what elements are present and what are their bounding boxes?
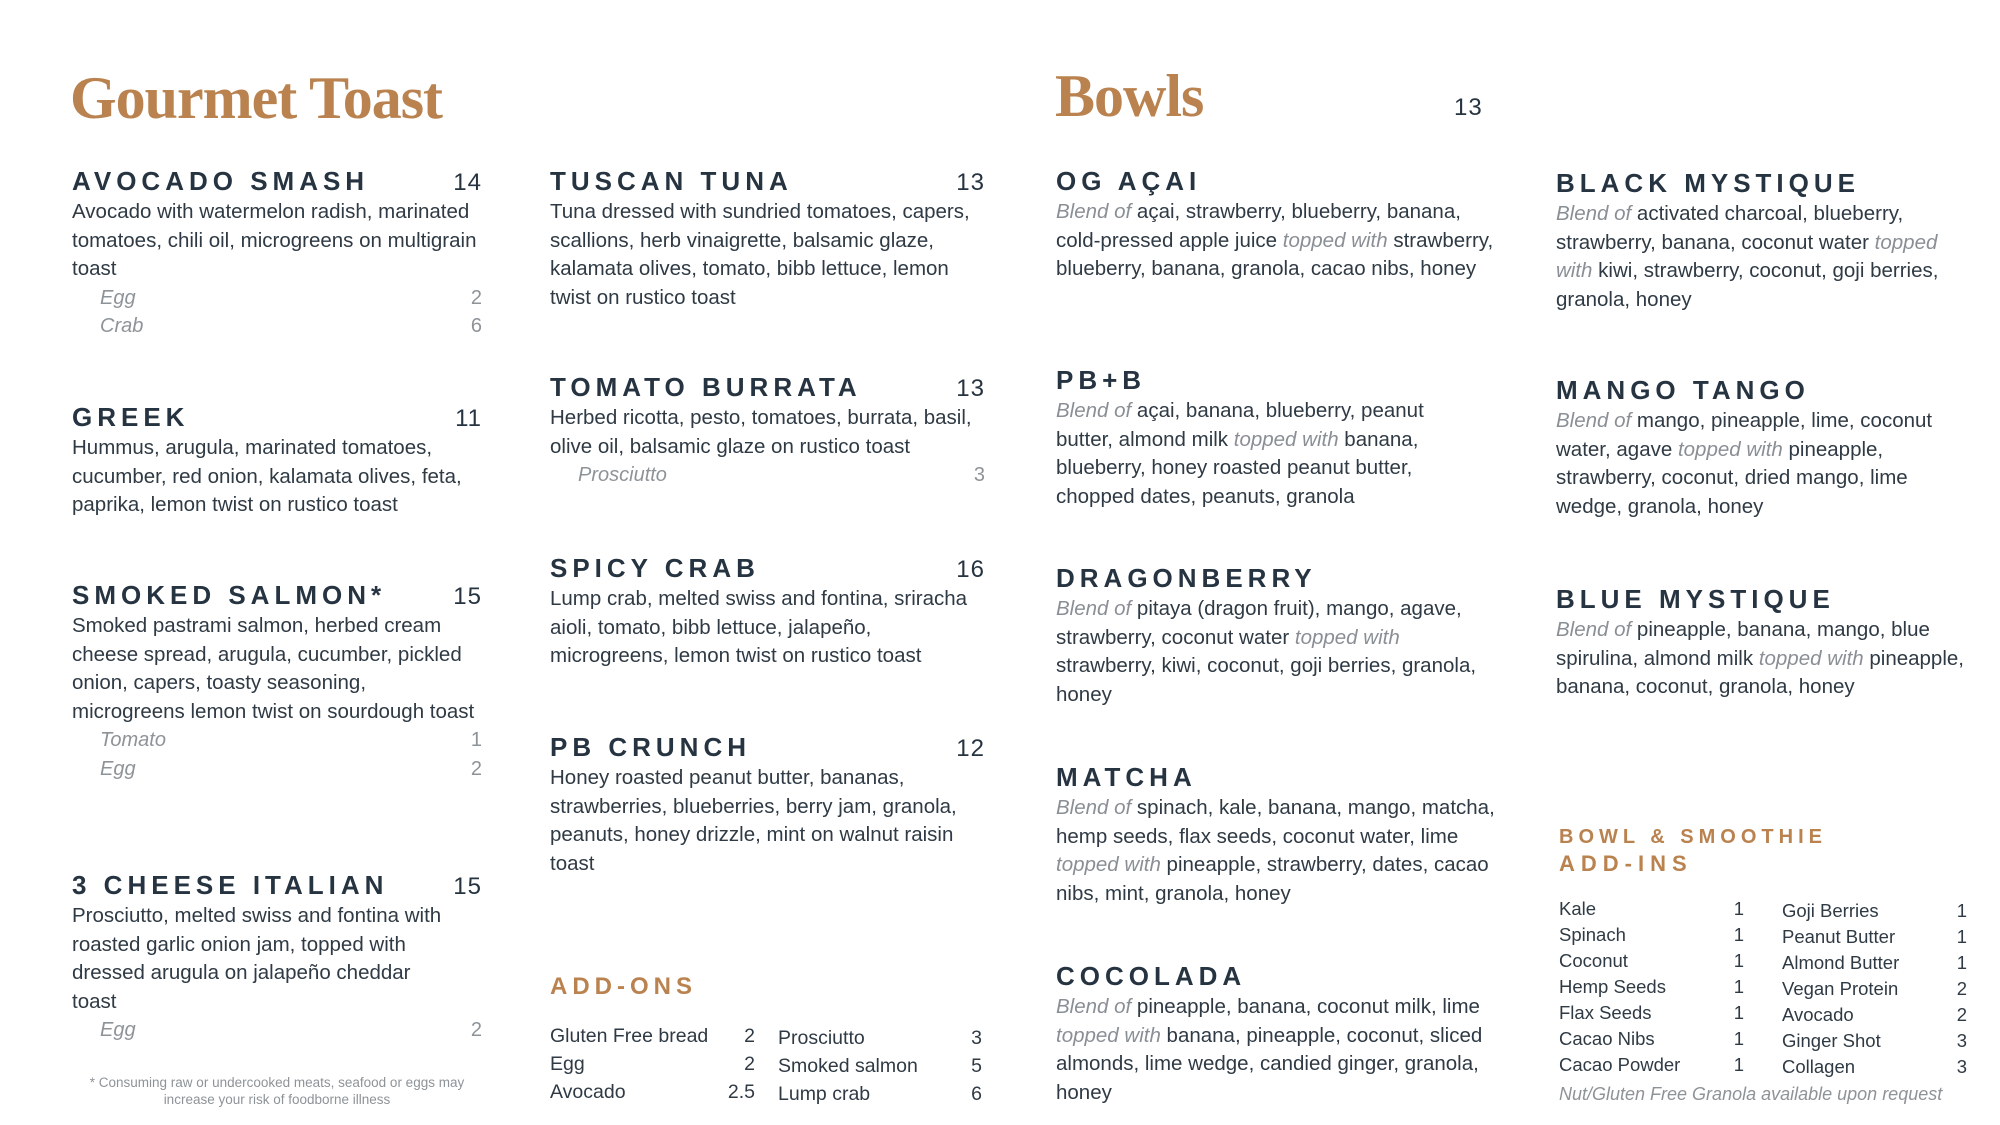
item-description	[1056, 198, 1496, 284]
bowl-item	[1556, 375, 1966, 521]
addins-list-right	[1782, 898, 1967, 1080]
bowl-item	[1056, 762, 1496, 908]
item-description	[1556, 616, 1976, 702]
item-description	[1556, 200, 1966, 314]
blend-of-label: Blend of	[1056, 399, 1132, 422]
item-extra	[72, 312, 482, 341]
blend-ingredients: pineapple, banana, coconut milk, lime	[1131, 995, 1480, 1018]
item-name: AVOCADO SMASH	[72, 166, 370, 196]
item-extra	[72, 284, 482, 313]
addin-name: Peanut Butter	[1782, 926, 1896, 947]
blend-of-label: Blend of	[1056, 995, 1132, 1018]
addin-name: Ginger Shot	[1782, 1030, 1881, 1051]
item-name: MANGO TANGO	[1556, 375, 1810, 405]
item-name: DRAGONBERRY	[1056, 563, 1317, 593]
item-name: TUSCAN TUNA	[550, 166, 793, 196]
addin-price: 2	[1956, 978, 1967, 999]
topped-with-label: topped with	[1758, 646, 1864, 670]
addin-price: 1	[1733, 976, 1744, 997]
addons-title: ADD-ONS	[550, 973, 697, 1000]
bowl-item	[1556, 584, 1976, 702]
bowl-item	[1056, 563, 1486, 709]
item-name: GREEK	[72, 402, 190, 432]
blend-ingredients: mango, pineapple, lime, coconut water, agave	[1556, 409, 1933, 461]
blend-of-label: Blend of	[1556, 202, 1632, 225]
addon-row	[550, 1022, 755, 1050]
item-description	[1056, 993, 1496, 1107]
item-price: 12	[956, 735, 985, 762]
item-description: Lump crab, melted swiss and fontina, sriracha aioli, tomato, bibb lettuce, jalapeño, microgreens, lemon twist on rustico toast	[550, 587, 968, 667]
addon-row	[550, 1078, 755, 1106]
addin-row	[1559, 1052, 1744, 1078]
topping-ingredients: banana, pineapple, coconut, sliced almonds, lime wedge, candied ginger, granola, honey	[1056, 1023, 1483, 1104]
extra-price: 2	[470, 286, 482, 309]
extra-price: 1	[470, 729, 482, 751]
blend-ingredients: activated charcoal, blueberry, strawberry, banana, coconut water	[1556, 202, 1904, 254]
topped-with-label: topped with	[1677, 437, 1783, 461]
addin-row	[1782, 898, 1967, 924]
item-price: 11	[455, 405, 482, 432]
addin-name: Goji Berries	[1782, 900, 1879, 921]
addon-row	[550, 1050, 755, 1078]
item-description	[1056, 397, 1476, 511]
item-price: 13	[956, 375, 985, 402]
extra-name: Crab	[100, 315, 144, 337]
addon-name: Gluten Free bread	[550, 1025, 709, 1047]
item-extra	[72, 1016, 482, 1045]
item-name: PB+B	[1056, 365, 1147, 395]
addon-price: 3	[971, 1027, 982, 1049]
item-description: Hummus, arugula, marinated tomatoes, cucumber, red onion, kalamata olives, feta, paprika, lemon twist on rustico toast	[72, 436, 462, 516]
topping-ingredients: pineapple, strawberry, coconut, dried mango, lime wedge, granola, honey	[1556, 437, 1908, 518]
addin-name: Vegan Protein	[1782, 978, 1899, 999]
item-extra	[72, 755, 482, 784]
topping-ingredients: strawberry, blueberry, banana, granola, cacao nibs, honey	[1056, 228, 1494, 280]
addin-name: Cacao Nibs	[1559, 1028, 1655, 1049]
item-description: Smoked pastrami salmon, herbed cream cheese spread, arugula, cucumber, pickled onion, capers, toasty seasoning, microgreens lemon twist on sourdough toast	[72, 614, 475, 723]
addon-price: 5	[971, 1055, 982, 1077]
item-price: 15	[453, 583, 482, 610]
item-name: SMOKED SALMON*	[72, 580, 387, 610]
item-name: BLACK MYSTIQUE	[1556, 168, 1860, 198]
extra-price: 2	[470, 757, 482, 780]
item-name: 3 CHEESE ITALIAN	[72, 870, 389, 900]
addin-price: 1	[1733, 924, 1744, 945]
blend-of-label: Blend of	[1056, 796, 1132, 819]
addin-row	[1782, 1002, 1967, 1028]
extra-name: Tomato	[100, 729, 166, 751]
addon-price: 2	[744, 1053, 755, 1075]
addon-row	[778, 1024, 982, 1052]
item-description: Tuna dressed with sundried tomatoes, capers, scallions, herb vinaigrette, balsamic glaze, kalamata olives, tomato, bibb lettuce, lemon twist on rustico toast	[550, 200, 970, 309]
addin-row	[1782, 976, 1967, 1002]
addin-name: Collagen	[1782, 1056, 1856, 1077]
blend-ingredients: spinach, kale, banana, mango, matcha, hemp seeds, flax seeds, coconut water, lime	[1056, 796, 1495, 848]
addin-price: 1	[1956, 900, 1967, 921]
addin-price: 1	[1733, 1002, 1744, 1023]
item-price: 13	[956, 169, 985, 196]
blend-of-label: Blend of	[1056, 597, 1132, 620]
topped-with-label: topped with	[1282, 228, 1388, 252]
item-price: 14	[453, 169, 482, 196]
addon-name: Lump crab	[778, 1083, 871, 1105]
item-name: COCOLADA	[1056, 961, 1247, 991]
item-name: OG AÇAI	[1056, 166, 1202, 196]
item-name: BLUE MYSTIQUE	[1556, 584, 1835, 614]
topped-with-label: topped with	[1233, 427, 1339, 451]
bowl-item	[1056, 166, 1496, 284]
menu-item	[550, 166, 985, 312]
addin-price: 1	[1733, 1028, 1744, 1049]
bowl-item	[1056, 961, 1496, 1107]
extra-name: Egg	[100, 286, 136, 309]
topping-ingredients: pineapple, banana, coconut, granola, honey	[1556, 646, 1964, 698]
topping-ingredients: strawberry, kiwi, coconut, goji berries, granola, honey	[1056, 654, 1477, 706]
item-name: TOMATO BURRATA	[550, 372, 862, 402]
menu-item	[72, 580, 482, 783]
addon-price: 2	[744, 1025, 755, 1047]
addin-row	[1782, 950, 1967, 976]
addin-price: 1	[1733, 1054, 1744, 1075]
addin-row	[1559, 1026, 1744, 1052]
addon-price: 2.5	[727, 1081, 755, 1103]
item-price: 15	[453, 873, 482, 900]
topped-with-label: topped with	[1294, 625, 1400, 649]
addin-row	[1559, 974, 1744, 1000]
addin-price: 3	[1956, 1056, 1967, 1077]
extra-price: 2	[470, 1019, 482, 1041]
topping-ingredients: banana, blueberry, honey roasted peanut butter, chopped dates, peanuts, granola	[1056, 427, 1419, 508]
item-description	[1056, 794, 1496, 908]
addon-name: Smoked salmon	[778, 1055, 918, 1077]
addins-list-left	[1559, 896, 1744, 1078]
bowl-item	[1056, 365, 1476, 511]
addin-price: 1	[1956, 926, 1967, 947]
footnote: * Consuming raw or undercooked meats, seafood or eggs may increase your risk of foodborne illness	[89, 1075, 465, 1107]
item-name: PB CRUNCH	[550, 732, 751, 762]
item-description	[1556, 407, 1966, 521]
extra-name: Egg	[100, 757, 136, 780]
bowls-section-title: Bowls	[1055, 63, 1204, 129]
addin-name: Kale	[1559, 898, 1597, 919]
granola-note: Nut/Gluten Free Granola available upon request	[1559, 1084, 1943, 1104]
blend-ingredients: pineapple, banana, mango, blue spirulina, almond milk	[1556, 618, 1930, 670]
addin-row	[1559, 1000, 1744, 1026]
bowls-price: 13	[1454, 94, 1483, 121]
topped-with-label: topped with	[1556, 230, 1938, 282]
topping-ingredients: kiwi, strawberry, coconut, goji berries, granola, honey	[1556, 259, 1939, 311]
extra-price: 3	[973, 464, 985, 486]
item-description: Honey roasted peanut butter, bananas, strawberries, blueberries, berry jam, granola, peanuts, honey drizzle, mint on walnut raisin toast	[550, 766, 957, 875]
item-price: 16	[956, 556, 985, 583]
extra-name: Egg	[100, 1019, 136, 1041]
addin-row	[1782, 924, 1967, 950]
addons-list-right	[778, 1024, 982, 1108]
addin-price: 1	[1956, 952, 1967, 973]
addon-name: Egg	[550, 1053, 585, 1075]
blend-ingredients: pitaya (dragon fruit), mango, agave, strawberry, coconut water	[1056, 597, 1462, 649]
addin-name: Cacao Powder	[1559, 1054, 1681, 1075]
addin-price: 1	[1733, 898, 1744, 919]
addins-title	[1559, 826, 1827, 877]
addin-price: 2	[1956, 1004, 1967, 1025]
addin-name: Flax Seeds	[1559, 1002, 1652, 1023]
addon-name: Avocado	[550, 1081, 626, 1103]
bowl-item	[1556, 168, 1966, 314]
addin-name: Spinach	[1559, 924, 1626, 945]
addon-row	[778, 1080, 982, 1108]
addin-name: Hemp Seeds	[1559, 976, 1666, 997]
menu-item	[72, 870, 482, 1045]
menu-item	[72, 402, 482, 520]
addin-row	[1782, 1054, 1967, 1080]
item-description	[1056, 595, 1486, 709]
toast-section-title: Gourmet Toast	[70, 65, 443, 131]
addin-row	[1559, 922, 1744, 948]
addins-title-line-2: ADD-INS	[1559, 851, 1693, 876]
item-description: Herbed ricotta, pesto, tomatoes, burrata, basil, olive oil, balsamic glaze on rustico toast	[550, 406, 972, 458]
addon-name: Prosciutto	[778, 1027, 865, 1049]
item-description: Avocado with watermelon radish, marinated tomatoes, chili oil, microgreens on multigrain toast	[72, 200, 477, 280]
addin-price: 3	[1956, 1030, 1967, 1051]
blend-ingredients: açai, banana, blueberry, peanut butter, almond milk	[1056, 399, 1424, 451]
addon-price: 6	[971, 1083, 982, 1105]
addin-name: Avocado	[1782, 1004, 1854, 1025]
item-extra	[550, 461, 985, 490]
item-name: SPICY CRAB	[550, 553, 760, 583]
item-extra	[72, 726, 482, 755]
addin-price: 1	[1733, 950, 1744, 971]
blend-ingredients: açai, strawberry, blueberry, banana, cold-pressed apple juice	[1056, 200, 1461, 252]
blend-of-label: Blend of	[1556, 409, 1632, 432]
addin-row	[1559, 896, 1744, 922]
addin-row	[1782, 1028, 1967, 1054]
addin-row	[1559, 948, 1744, 974]
item-description: Prosciutto, melted swiss and fontina with roasted garlic onion jam, topped with dressed arugula on jalapeño cheddar toast	[72, 904, 442, 1013]
blend-of-label: Blend of	[1556, 618, 1632, 641]
topping-ingredients: pineapple, strawberry, dates, cacao nibs, mint, granola, honey	[1056, 853, 1489, 905]
addons-list-left	[550, 1022, 755, 1106]
menu-item	[550, 732, 985, 878]
menu-item	[550, 553, 985, 671]
topped-with-label: topped with	[1056, 853, 1161, 876]
addin-name: Coconut	[1559, 950, 1628, 971]
menu-item	[550, 372, 985, 490]
menu-item	[72, 166, 482, 341]
addon-row	[778, 1052, 982, 1080]
item-name: MATCHA	[1056, 762, 1197, 792]
extra-name: Prosciutto	[578, 464, 667, 486]
blend-of-label: Blend of	[1056, 200, 1132, 223]
addin-name: Almond Butter	[1782, 952, 1900, 973]
topped-with-label: topped with	[1056, 1023, 1161, 1047]
addins-title-line-1: BOWL & SMOOTHIE	[1559, 826, 1827, 848]
extra-price: 6	[470, 315, 482, 337]
